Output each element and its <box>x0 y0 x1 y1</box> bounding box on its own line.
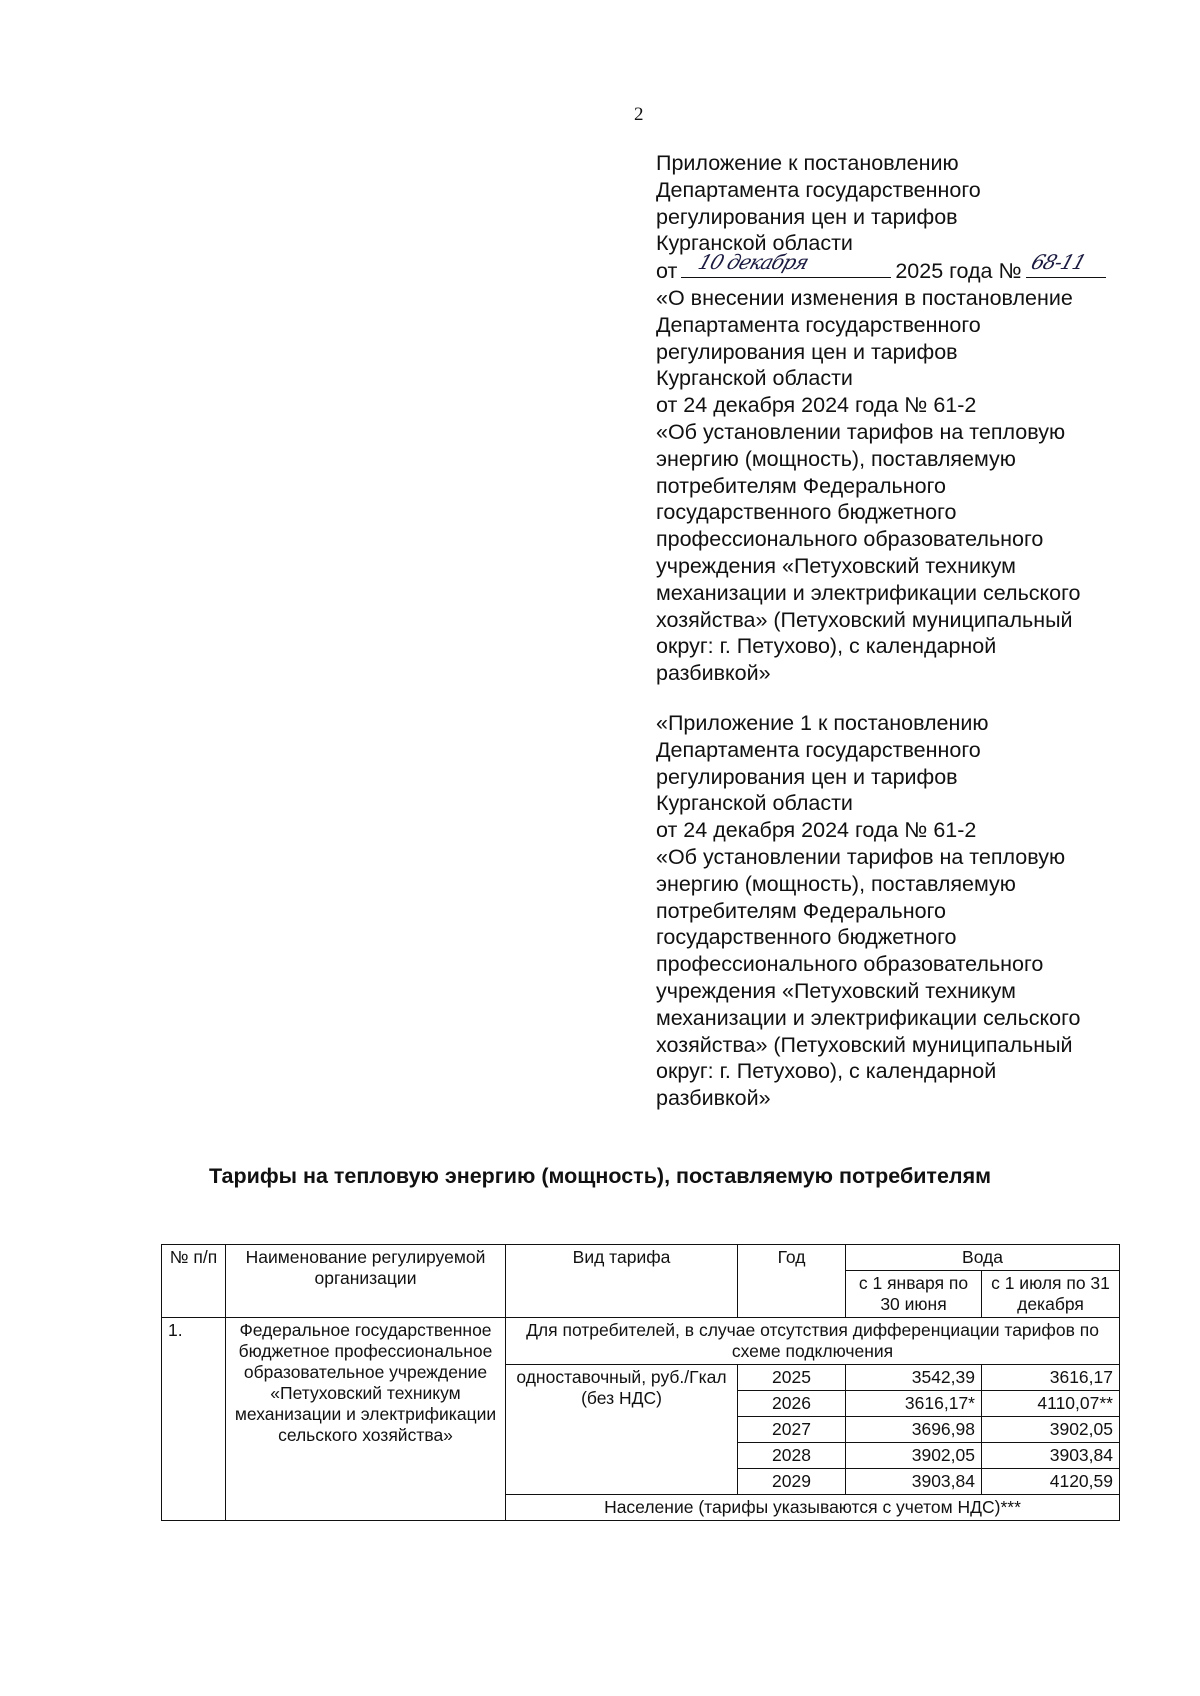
annex-line: от 24 декабря 2024 года № 61-2 <box>656 818 977 843</box>
annex-line: «Приложение 1 к постановлению <box>656 711 989 735</box>
date-blank <box>681 250 891 278</box>
annex-line: «О внесении изменения в постановление <box>656 285 1073 310</box>
page-number: 2 <box>634 104 644 125</box>
header-period-1: с 1 января по 30 июня <box>846 1271 982 1318</box>
annex-line: регулирования цен и тарифов <box>656 339 958 364</box>
tariff-h1-cell: 3903,84 <box>846 1469 982 1495</box>
annex-line: профессионального образовательного <box>656 952 1044 977</box>
tariff-h1-cell: 3542,39 <box>846 1365 982 1391</box>
tariff-h1-cell: 3616,17* <box>846 1391 982 1417</box>
annex-line: Приложение к постановлению <box>656 151 959 175</box>
annex-line: учреждения «Петуховский техникум <box>656 553 1016 578</box>
annex-line: Департамента государственного <box>656 737 981 762</box>
tariff-h1-cell: 3696,98 <box>846 1417 982 1443</box>
annex-line: энергию (мощность), поставляемую <box>656 446 1016 471</box>
annex-line: «Об установлении тарифов на тепловую <box>656 844 1066 869</box>
annex-line: учреждения «Петуховский техникум <box>656 978 1016 1003</box>
organization-name: Федеральное государственное бюджетное профессиональное образовательное учреждение «Петуховский техникум механизации и электрификации сельского хозяйства» <box>226 1318 506 1521</box>
section-no-differentiation: Для потребителей, в случае отсутствия дифференциации тарифов по схеме подключения <box>506 1318 1120 1365</box>
year-cell: 2029 <box>738 1469 846 1495</box>
annex-line: потребителям Федерального <box>656 473 946 498</box>
annex-line: государственного бюджетного <box>656 925 957 950</box>
date-prefix: от <box>656 259 678 284</box>
tariff-h2-cell: 3902,05 <box>982 1417 1120 1443</box>
resolution-date-line <box>656 250 1136 285</box>
tariff-h2-cell: 3903,84 <box>982 1443 1120 1469</box>
annex-line: регулирования цен и тарифов <box>656 764 958 789</box>
annex-line: Курганской области <box>656 791 853 816</box>
year-text: 2025 года № <box>895 259 1022 284</box>
annex-line: Курганской области <box>656 366 853 391</box>
year-cell: 2028 <box>738 1443 846 1469</box>
number-blank <box>1026 250 1106 278</box>
annex-line: регулирования цен и тарифов <box>656 204 958 229</box>
annex-line: хозяйства» (Петуховский муниципальный <box>656 607 1073 632</box>
header-tariff-type: Вид тарифа <box>506 1245 738 1318</box>
tariff-h1-cell: 3902,05 <box>846 1443 982 1469</box>
annex-line: потребителям Федерального <box>656 898 946 923</box>
annex-line: разбивкой» <box>656 661 771 686</box>
header-water: Вода <box>846 1245 1120 1271</box>
annex-line: Департамента государственного <box>656 312 981 337</box>
table-header-row <box>162 1245 1120 1271</box>
annex-line: механизации и электрификации сельского <box>656 580 1081 605</box>
header-period-2: с 1 июля по 31 декабря <box>982 1271 1120 1318</box>
row-number: 1. <box>162 1318 226 1521</box>
annex-line: разбивкой» <box>656 1086 771 1111</box>
year-cell: 2026 <box>738 1391 846 1417</box>
annex-quoted-header <box>656 710 1136 1112</box>
handwritten-date: 10 декабря <box>695 250 812 275</box>
annex-line: Департамента государственного <box>656 177 981 202</box>
tariff-kind: одноставочный, руб./Гкал (без НДС) <box>506 1365 738 1495</box>
annex-line: профессионального образовательного <box>656 527 1044 552</box>
header-year: Год <box>738 1245 846 1318</box>
table-row <box>162 1318 1120 1365</box>
annex-line: механизации и электрификации сельского <box>656 1005 1081 1030</box>
annex-line: округ: г. Петухово), с календарной <box>656 634 997 659</box>
section-population: Население (тарифы указываются с учетом НДС)*** <box>506 1495 1120 1521</box>
annex-line: «Об установлении тарифов на тепловую <box>656 419 1066 444</box>
tariffs-table <box>161 1244 1120 1521</box>
year-cell: 2025 <box>738 1365 846 1391</box>
document-title: Тарифы на тепловую энергию (мощность), поставляемую потребителям <box>208 1164 992 1188</box>
header-num: № п/п <box>162 1245 226 1318</box>
annex-line: государственного бюджетного <box>656 500 957 525</box>
annex-line: Курганской области <box>656 231 853 256</box>
header-organization: Наименование регулируемой организации <box>226 1245 506 1318</box>
annex-line: энергию (мощность), поставляемую <box>656 871 1016 896</box>
handwritten-number: 68-11 <box>1027 250 1089 275</box>
annex-line: от 24 декабря 2024 года № 61-2 <box>656 393 977 418</box>
annex-line: округ: г. Петухово), с календарной <box>656 1059 997 1084</box>
tariff-h2-cell: 3616,17 <box>982 1365 1120 1391</box>
annex-line: хозяйства» (Петуховский муниципальный <box>656 1032 1073 1057</box>
year-cell: 2027 <box>738 1417 846 1443</box>
tariff-h2-cell: 4120,59 <box>982 1469 1120 1495</box>
tariff-h2-cell: 4110,07** <box>982 1391 1120 1417</box>
annex-main-header <box>656 150 1136 687</box>
